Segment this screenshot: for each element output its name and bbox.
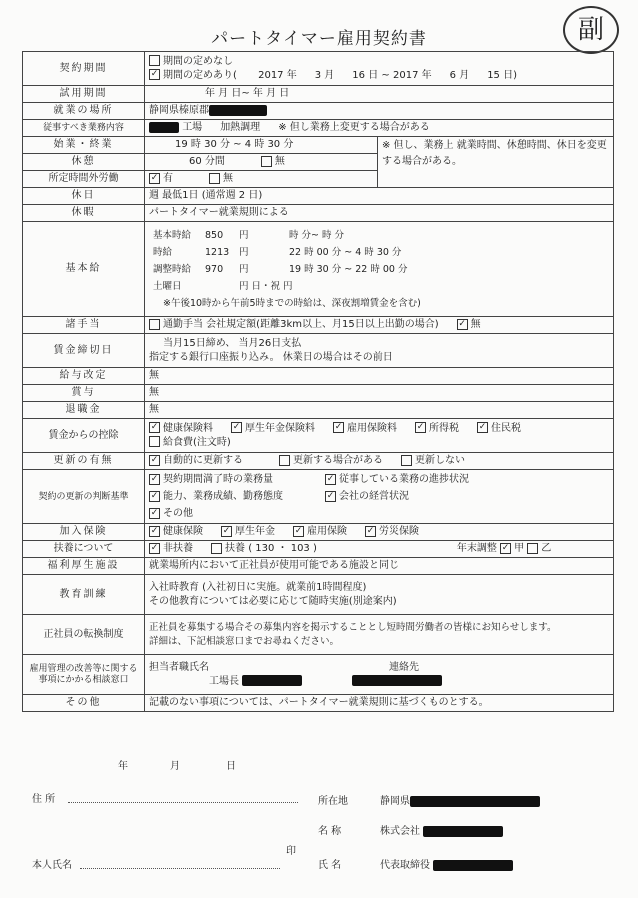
holiday-value: 週 最低1日 (通常週 2 日) <box>145 188 614 205</box>
end-year: 2017 <box>392 69 419 81</box>
redaction <box>242 675 302 686</box>
document-title: パートタイマー雇用契約書 <box>211 29 427 49</box>
label-conversion: 正社員の転換制度 <box>23 615 145 655</box>
adjusted-hourly-value: 970 <box>205 263 224 275</box>
start-year: 2017 <box>258 69 284 81</box>
raise-value: 無 <box>145 368 614 385</box>
company-name: 株式会社 <box>380 826 420 837</box>
label-holiday: 休日 <box>23 188 145 205</box>
label-workplace: 就業の場所 <box>23 103 145 120</box>
address-line[interactable] <box>68 802 298 803</box>
date-year: 年 <box>118 761 128 772</box>
label-bonus: 賞与 <box>23 385 145 402</box>
label-welfare: 福利厚生施設 <box>23 558 145 575</box>
bonus-value: 無 <box>145 385 614 402</box>
company-name-label: 名 称 <box>318 826 342 837</box>
label-wage: 基本給 <box>23 222 145 317</box>
redaction <box>209 105 267 116</box>
company-location: 静岡県 <box>380 796 410 807</box>
contract-table: 契約期間 期間の定めなし ✓ 期間の定めあり( 2017 年 3 月 16 日 ~ 2017 年 6 月 15 日) 試用期間 年 月 日~ 年 月 日 就業の場所 静岡県榛原郡 従事すべき業務内容 工場 加熱調理 ※ 但し業務上変更する場合がある 始業・終業 19 時 30 分 ~ 4 時 30 分 ※ 但し、業務上 就業時間、休憩時間、休日を変更する場合がある。 休憩 60 分間 無 所定時間外労働 ✓ 有 無 休日 週 最低1日 (通常週 2 日) 休暇 パートタイマー就業規則による 基本給 基本時給 850 円 時 分~ 時 分 時給 1213 円 22 時 00 分 ~ 4 時 30 分 調整時給 970 円 19 時 30 分 ~ 22 時 00 分 土曜日 円 日・祝 円 ※午後10時から午前5時までの時給は、深夜割増賃金を含む) 諸手当 通勤手当 会社規定額(距離3km以上、月15日以上出勤の場合) ✓ 無 賃金締切日 当月15日締め、 当月26日支払 指定する銀行口座振り込み。 休業日の場合はその前日 給与改定 無 賞与 無 退職金 無 賃金からの控除 ✓ 健康保険料 ✓ 厚生年金保険料 ✓ 雇用保険料 ✓ 所得税 ✓ 住民税 給食費(注文時) 更新の有無 ✓ 自動的に更新する 更新する場合がある 更新しない 契約の更新の判断基準 ✓ 契約期間満了時の業務量 ✓ 従事している業務の進捗状況 ✓ 能力、業務成績、勤務態度 ✓ 会社の経営状況 ✓ その他 加入保険 ✓ 健康保険 ✓ 厚生年金 ✓ 雇用保険 ✓ 労災保険 扶養について ✓ 非扶養 扶養 ( 130 ・ 103 ) 年末調整 ✓ 甲 乙 福利厚生施設 就業場所内において正社員が使用可能である施設と同じ 教育訓練 入社時教育 (入社初日に実施。就業前1時間程度) その他教育については必要に応じて随時実施(別途案内) 正社員の転換制度 正社員を募集する場合その募集内容を掲示することとし短時間労働者の皆様にお知らせします。 詳細は、下記相談窓口までお尋ねください。 雇用管理の改善等に関する事項にかかる相談窓口 担当者職氏名 連絡先 工場長 その他 記載のない事項については、パートタイマー就業規則に基づくものとする。 <box>22 51 614 712</box>
rep-title: 代表取締役 <box>380 860 430 871</box>
label-duties: 従事すべき業務内容 <box>23 120 145 137</box>
wage-note: ※午後10時から午前5時までの時給は、深夜割増賃金を含む) <box>163 297 421 309</box>
seal-mark: 印 <box>286 846 296 857</box>
checkbox-no-term[interactable] <box>149 55 160 66</box>
label-trial: 試用期間 <box>23 86 145 103</box>
label-retirement: 退職金 <box>23 402 145 419</box>
checkbox-overtime-no[interactable] <box>209 173 220 184</box>
leave-value: パートタイマー就業規則による <box>145 205 614 222</box>
address-label: 住 所 <box>32 794 56 805</box>
employee-name-line[interactable] <box>80 868 280 869</box>
base-hourly-value: 850 <box>205 229 224 241</box>
retirement-value: 無 <box>145 402 614 419</box>
start-month: 3 <box>314 69 322 81</box>
rep-name-label: 氏 名 <box>318 860 342 871</box>
label-training: 教育訓練 <box>23 575 145 615</box>
trial-period: 年 月 日~ 年 月 日 <box>145 86 614 103</box>
checkbox-overtime-yes[interactable]: ✓ <box>150 172 159 183</box>
redaction <box>352 675 442 686</box>
redaction <box>149 122 179 133</box>
label-contract-period: 契約期間 <box>23 52 145 86</box>
label-leave: 休暇 <box>23 205 145 222</box>
checkbox-break-none[interactable] <box>261 156 272 167</box>
saturday-wage: 円 日・祝 円 <box>239 280 293 292</box>
hourly-value: 1213 <box>205 246 230 258</box>
checkbox-allowance-none[interactable]: ✓ <box>458 318 466 329</box>
label-raise: 給与改定 <box>23 368 145 385</box>
hours-note: ※ 但し、業務上 就業時間、休憩時間、休日を変更する場合がある。 <box>378 137 614 188</box>
duplicate-stamp: 副 <box>563 6 619 54</box>
workplace-value: 静岡県榛原郡 <box>149 105 209 116</box>
duties-note: ※ 但し業務上変更する場合がある <box>278 122 430 133</box>
company-location-label: 所在地 <box>318 796 348 807</box>
other-value: 記載のない事項については、パートタイマー就業規則に基づくものとする。 <box>145 695 614 712</box>
label-deductions: 賃金からの控除 <box>23 419 145 453</box>
checkbox-fixed-term[interactable]: ✓ <box>150 69 159 79</box>
work-hours: 19 時 30 分 ~ 4 時 30 分 <box>145 137 378 154</box>
duties-task: 加熱調理 <box>220 122 261 133</box>
label-renewal: 更新の有無 <box>23 453 145 470</box>
label-consult: 雇用管理の改善等に関する事項にかかる相談窓口 <box>23 655 145 695</box>
label-overtime: 所定時間外労働 <box>23 171 145 188</box>
row-contract-period: 契約期間 期間の定めなし ✓ 期間の定めあり( 2017 年 3 月 16 日 ~ 2017 年 6 月 15 日) <box>23 52 614 86</box>
label-break: 休憩 <box>23 154 145 171</box>
end-month: 6 <box>449 69 456 81</box>
break-value: 60 <box>189 156 202 167</box>
redaction <box>423 826 503 837</box>
end-day: 15 <box>487 69 500 81</box>
redaction <box>410 796 540 807</box>
label-renewal-criteria: 契約の更新の判断基準 <box>23 470 145 524</box>
checkbox-auto-renew[interactable]: ✓ <box>150 454 159 465</box>
date-month: 月 <box>170 761 180 772</box>
label-allowances: 諸手当 <box>23 317 145 334</box>
label-hours: 始業・終業 <box>23 137 145 154</box>
start-day: 16 <box>352 69 366 81</box>
redaction <box>433 860 513 871</box>
checkbox-commute[interactable] <box>149 319 160 330</box>
label-insurance: 加入保険 <box>23 524 145 541</box>
label-payday: 賃金締切日 <box>23 334 145 368</box>
label-dependents: 扶養について <box>23 541 145 558</box>
date-day: 日 <box>226 761 236 772</box>
employee-name-label: 本人氏名 <box>32 860 72 871</box>
welfare-value: 就業場所内において正社員が使用可能である施設と同じ <box>145 558 614 575</box>
label-other: その他 <box>23 695 145 712</box>
